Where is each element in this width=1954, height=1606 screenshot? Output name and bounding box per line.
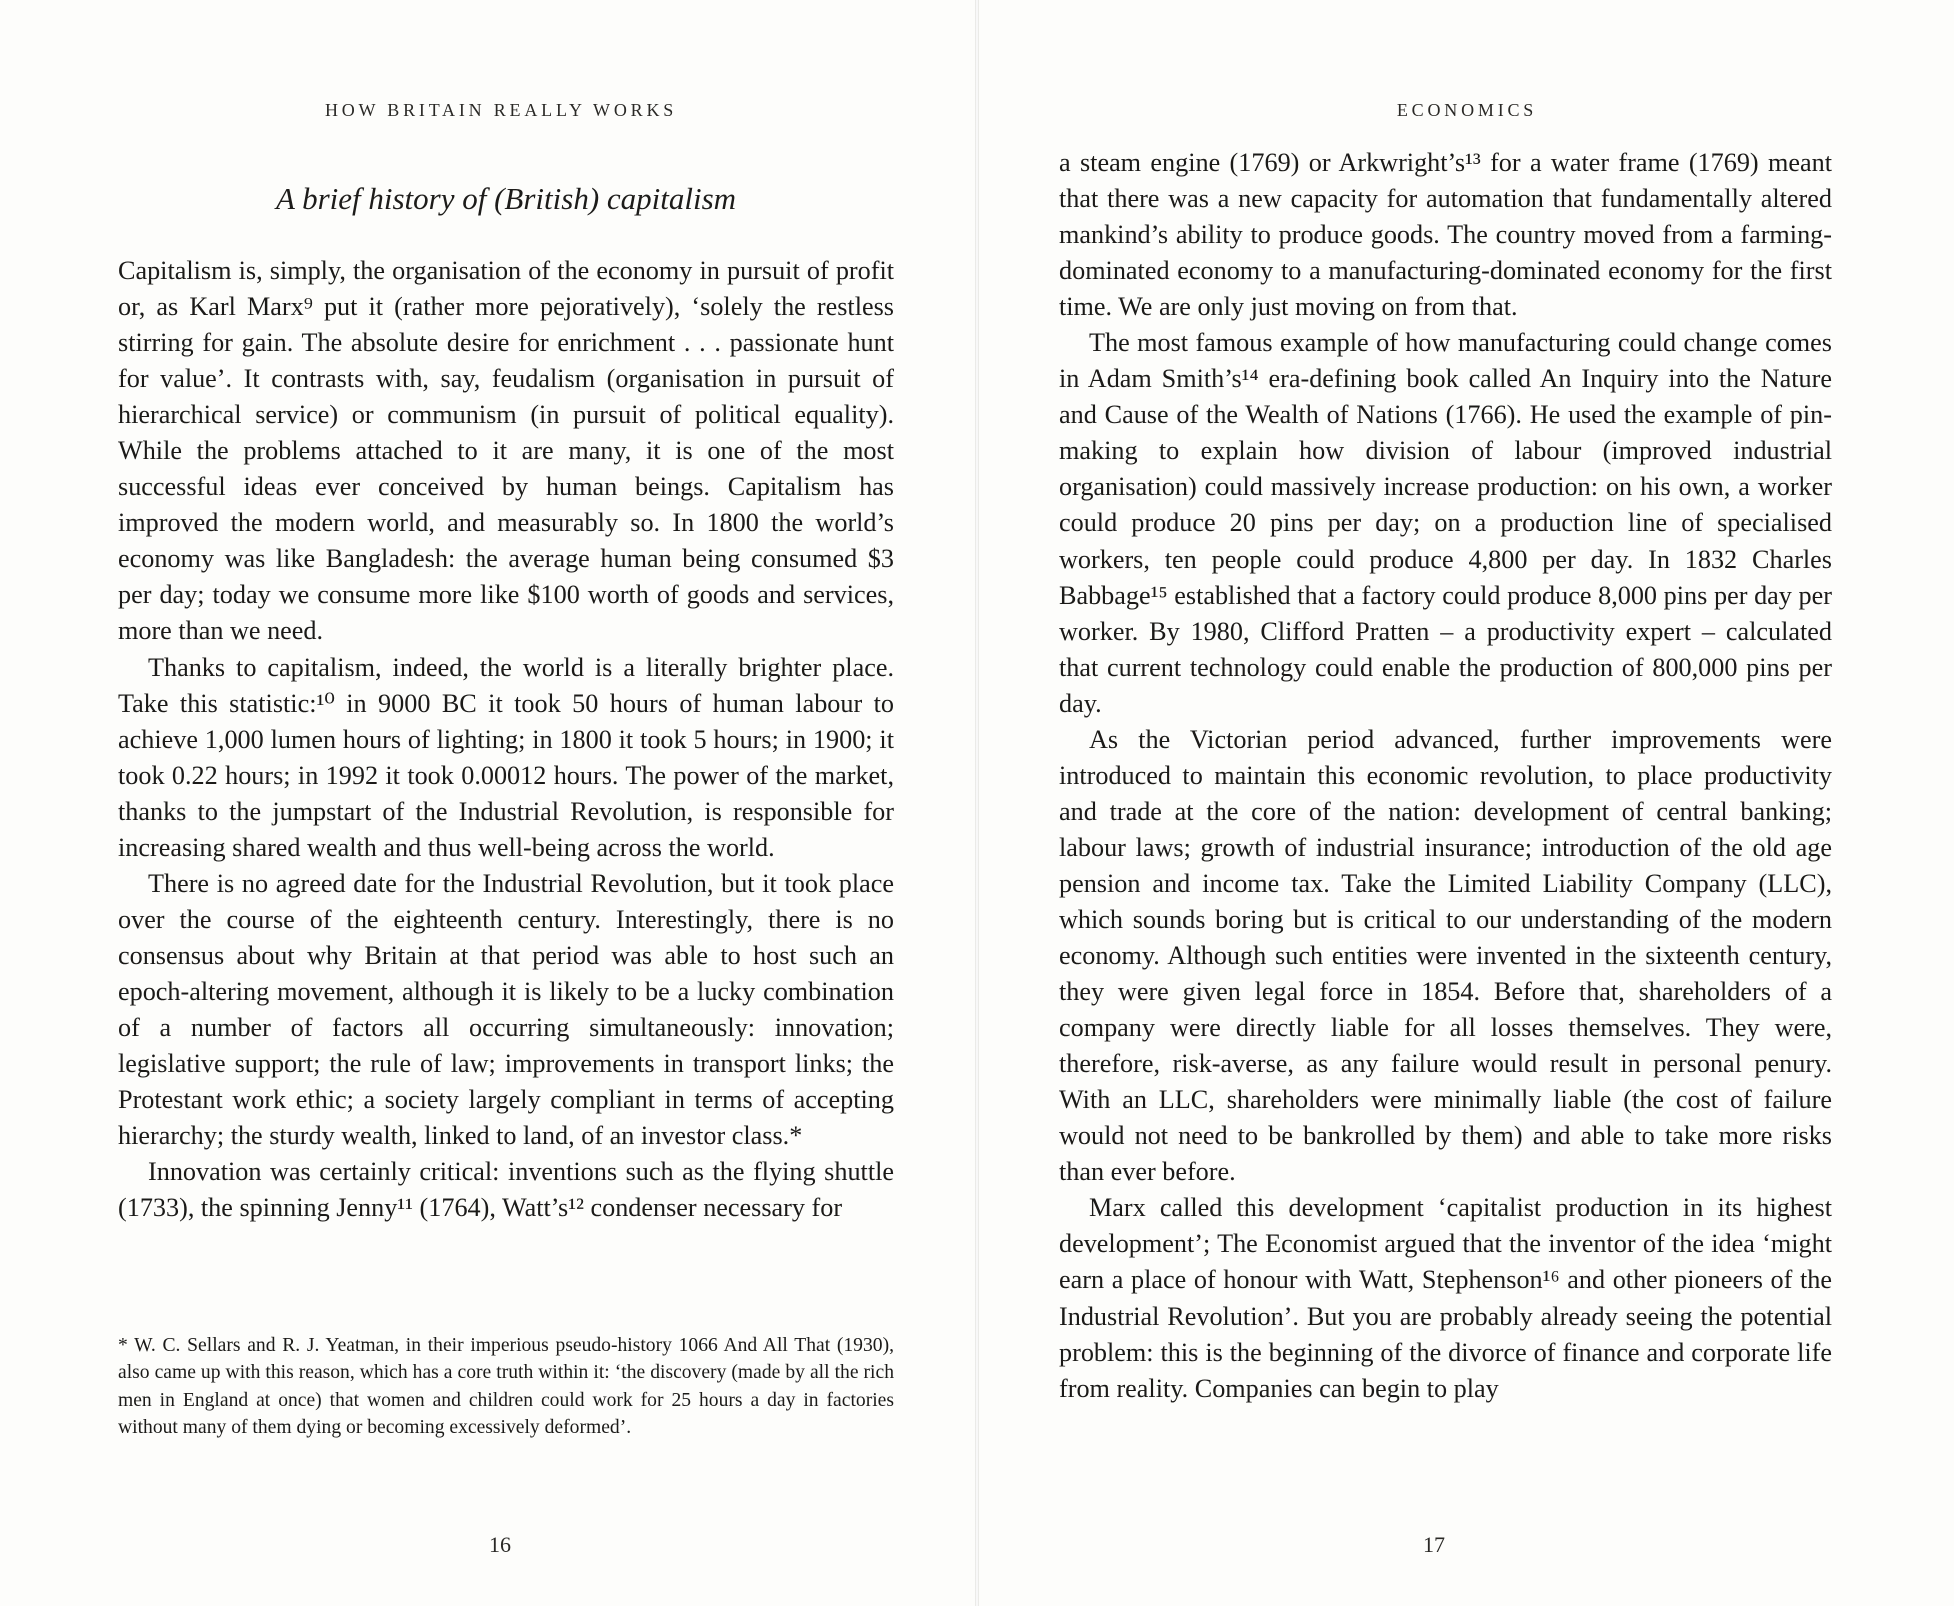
paragraph: Innovation was certainly critical: inventions such as the flying shuttle (1733), the spinning Jenny¹¹ (1764), Watt’s¹² condenser necessary for — [118, 1157, 894, 1223]
body-text — [118, 253, 894, 1226]
paragraph: Marx called this development ‘capitalist production in its highest development’; The Economist argued that the inventor of the idea ‘might earn a place of honour with Watt, Stephenson¹⁶ and other pioneers of the Industrial Revolution’. But you are probably already seeing the potential problem: this is the beginning of the divorce of finance and corporate life from reality. Companies can begin to play — [1059, 1193, 1832, 1403]
page-number: 17 — [1423, 1532, 1445, 1557]
paragraph: As the Victorian period advanced, further improvements were introduced to maintain this economic revolution, to place productivity and trade at the core of the nation: development of central banking; labour laws; growth of industrial insurance; introduction of the old age pension and income tax. Take the Limited Liability Company (LLC), which sounds boring but is critical to our understanding of the modern economy. Although such entities were invented in the sixteenth century, they were given legal force in 1854. Before that, shareholders of a company were directly liable for all losses themselves. They were, therefore, risk-averse, as any failure would result in personal penury. With an LLC, shareholders were minimally liable (the cost of failure would not need to be bankrolled by them) and able to take more risks than ever before. — [1059, 724, 1832, 1187]
chapter-heading: A brief history of (British) capitalism — [275, 181, 737, 216]
right-page — [979, 0, 1954, 1606]
paragraph: The most famous example of how manufacturing could change comes in Adam Smith’s¹⁴ era-defining book called An Inquiry into the Nature and Cause of the Wealth of Nations (1766). He used the example of pin-making to explain how division of labour (improved industrial organisation) could massively increase production: on his own, a worker could produce 20 pins per day; on a production line of specialised workers, ten people could produce 4,800 per day. In 1832 Charles Babbage¹⁵ established that a factory could produce 8,000 pins per day per worker. By 1980, Clifford Pratten – a productivity expert – calculated that current technology could enable the production of 800,000 pins per day. — [1059, 328, 1832, 718]
footnote — [118, 1332, 894, 1442]
body-text — [1059, 145, 1832, 1407]
left-page — [0, 0, 975, 1606]
paragraph: Capitalism is, simply, the organisation of the economy in pursuit of profit or, as Karl Marx⁹ put it (rather more pejoratively), ‘solely the restless stirring for gain. The absolute desire for enrichment . . . passionate hunt for value’. It contrasts with, say, feudalism (organisation in pursuit of hierarchical service) or communism (in pursuit of political equality). While the problems attached to it are many, it is one of the most successful ideas ever conceived by human beings. Capitalism has improved the modern world, and measurably so. In 1800 the world’s economy was like Bangladesh: the average human being consumed $3 per day; today we consume more like $100 worth of goods and services, more than we need. — [118, 256, 894, 646]
running-head: ECONOMICS — [1396, 100, 1538, 120]
page-number: 16 — [489, 1532, 511, 1557]
paragraph: a steam engine (1769) or Arkwright’s¹³ for a water frame (1769) meant that there was a new capacity for automation that fundamentally altered mankind’s ability to produce goods. The country moved from a farming-dominated economy to a manufacturing-dominated economy for the first time. We are only just moving on from that. — [1059, 148, 1832, 322]
running-head: HOW BRITAIN REALLY WORKS — [324, 100, 678, 120]
footnote-text: * W. C. Sellars and R. J. Yeatman, in their imperious pseudo-history 1066 And All That (1930), also came up with this reason, which has a core truth within it: ‘the discovery (made by all the rich men in England at once) that women and children could work for 25 hours a day in factories without many of them dying or becoming excessively deformed’. — [118, 1335, 894, 1439]
paragraph: Thanks to capitalism, indeed, the world is a literally brighter place. Take this statistic:¹⁰ in 9000 BC it took 50 hours of human labour to achieve 1,000 lumen hours of lighting; in 1800 it took 5 hours; in 1900; it took 0.22 hours; in 1992 it took 0.00012 hours. The power of the market, thanks to the jumpstart of the Industrial Revolution, is responsible for increasing shared wealth and thus well-being across the world. — [118, 652, 894, 862]
paragraph: There is no agreed date for the Industrial Revolution, but it took place over the course of the eighteenth century. Interestingly, there is no consensus about why Britain at that period was able to host such an epoch-altering movement, although it is likely to be a lucky combination of a number of factors all occurring simultaneously: innovation; legislative support; the rule of law; improvements in transport links; the Protestant work ethic; a society largely compliant in terms of accepting hierarchy; the sturdy wealth, linked to land, of an investor class.* — [118, 868, 894, 1151]
